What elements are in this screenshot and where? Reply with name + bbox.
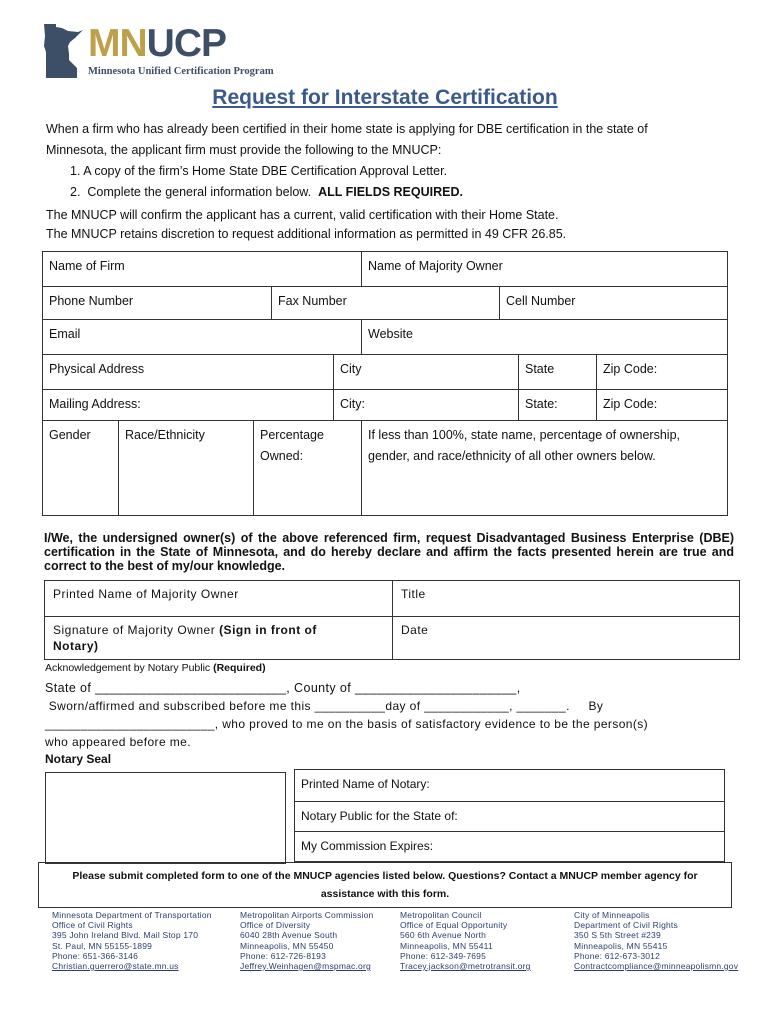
zip-code-field[interactable]: Zip Code: xyxy=(596,354,728,390)
other-owners-field[interactable]: If less than 100%, state name, percentage of ownership, gender, and race/ethnicity of all other owners below. xyxy=(361,420,728,516)
website-field[interactable]: Website xyxy=(361,319,728,355)
percentage-owned-field[interactable]: Percentage Owned: xyxy=(253,420,362,516)
signature-majority-owner-field[interactable]: Signature of Majority Owner (Sign in front of Notary) xyxy=(44,616,393,660)
fax-number-field[interactable]: Fax Number xyxy=(271,286,500,320)
printed-name-majority-owner-field[interactable]: Printed Name of Majority Owner xyxy=(44,580,393,617)
notary-state-county-line: State of __________________________, County of ______________________, xyxy=(45,681,521,695)
mailing-zip-field[interactable]: Zip Code: xyxy=(596,389,728,421)
submit-instructions-line-2: assistance with this form. xyxy=(320,888,450,900)
agency-city-minneapolis: City of Minneapolis Department of Civil Rights 350 S 5th Street #239 Minneapolis, MN 55415 Phone: 612-673-3012 Contractcompliance@minneapolismn.gov xyxy=(574,910,739,972)
page-title: Request for Interstate Certification xyxy=(212,86,558,109)
email-field[interactable]: Email xyxy=(42,319,362,355)
notary-sworn-line: Sworn/affirmed and subscribed before me this __________day of ____________, _______. By xyxy=(45,699,604,713)
mailing-state-field[interactable]: State: xyxy=(518,389,597,421)
agency-mndot: Minnesota Department of Transportation Office of Civil Rights 395 John Ireland Blvd. Mail Stop 170 St. Paul, MN 55155-1899 Phone: 651-366-3146 Christian.guerrero@state.mn.us xyxy=(52,910,212,972)
logo-tagline: Minnesota Unified Certification Program xyxy=(88,66,274,77)
notary-appeared-line: who appeared before me. xyxy=(45,735,191,749)
notary-seal-label: Notary Seal xyxy=(45,752,112,766)
gender-field[interactable]: Gender xyxy=(42,420,119,516)
mailing-address-field[interactable]: Mailing Address: xyxy=(42,389,334,421)
submit-instructions-box xyxy=(38,862,732,908)
logo-wordmark: MNUCP xyxy=(88,22,226,65)
name-of-majority-owner-field[interactable]: Name of Majority Owner xyxy=(361,251,728,287)
submit-instructions-line-1: Please submit completed form to one of the MNUCP agencies listed below. Questions? Contact a MNUCP member agency for xyxy=(72,870,698,882)
agency-email-link[interactable]: Christian.guerrero@state.mn.us xyxy=(52,961,179,972)
race-ethnicity-field[interactable]: Race/Ethnicity xyxy=(118,420,254,516)
all-fields-required: ALL FIELDS REQUIRED. xyxy=(318,185,463,199)
agency-email-link[interactable]: Tracey.jackson@metrotransit.org xyxy=(400,961,531,972)
agency-mac: Metropolitan Airports Commission Office of Diversity 6040 28th Avenue South Minneapolis, MN 55450 Phone: 612-726-8193 Jeffrey.Weinhagen@mspmac.org xyxy=(240,910,374,972)
minnesota-map-icon xyxy=(42,22,84,80)
mailing-city-field[interactable]: City: xyxy=(333,389,519,421)
intro-line-2: Minnesota, the applicant firm must provide the following to the MNUCP: xyxy=(46,143,442,157)
name-of-firm-field[interactable]: Name of Firm xyxy=(42,251,362,287)
requirement-item-1: 1. A copy of the firm’s Home State DBE Certification Approval Letter. xyxy=(70,164,448,178)
requirement-item-2-text: 2. Complete the general information below. xyxy=(70,185,319,199)
intro-line-3: The MNUCP will confirm the applicant has a current, valid certification with their Home State. xyxy=(46,208,559,222)
notary-public-state-field[interactable]: Notary Public for the State of: xyxy=(294,801,725,832)
mnucp-logo xyxy=(42,20,302,82)
agency-email-link[interactable]: Contractcompliance@minneapolismn.gov xyxy=(574,961,739,972)
intro-line-1: When a firm who has already been certified in their home state is applying for DBE certification in the state of xyxy=(46,122,648,136)
phone-number-field[interactable]: Phone Number xyxy=(42,286,272,320)
notary-proved-line: ________________________, who proved to me on the basis of satisfactory evidence to be the person(s) xyxy=(45,717,649,731)
agency-met-council: Metropolitan Council Office of Equal Opportunity 560 6th Avenue North Minneapolis, MN 55411 Phone: 612-349-7695 Tracey.jackson@metrotransit.org xyxy=(400,910,531,972)
notary-seal-box[interactable] xyxy=(45,772,286,864)
printed-name-of-notary-field[interactable]: Printed Name of Notary: xyxy=(294,769,725,802)
title-field[interactable]: Title xyxy=(392,580,740,617)
city-field[interactable]: City xyxy=(333,354,519,390)
state-field[interactable]: State xyxy=(518,354,597,390)
commission-expires-field[interactable]: My Commission Expires: xyxy=(294,831,725,862)
requirement-item-2 xyxy=(70,182,463,203)
physical-address-field[interactable]: Physical Address xyxy=(42,354,334,390)
intro-line-4: The MNUCP retains discretion to request additional information as permitted in 49 CFR 26.85. xyxy=(46,227,567,241)
cell-number-field[interactable]: Cell Number xyxy=(499,286,728,320)
agency-email-link[interactable]: Jeffrey.Weinhagen@mspmac.org xyxy=(240,961,371,972)
declaration-text: I/We, the undersigned owner(s) of the above referenced firm, request Disadvantaged Business Enterprise (DBE) certification in the State of Minnesota, and do hereby declare and affirm the facts presented herein are true and correct to the best of my/our knowledge. xyxy=(44,531,734,573)
notary-acknowledgement-heading: Acknowledgement by Notary Public (Required) xyxy=(45,662,266,674)
date-field[interactable]: Date xyxy=(392,616,740,660)
